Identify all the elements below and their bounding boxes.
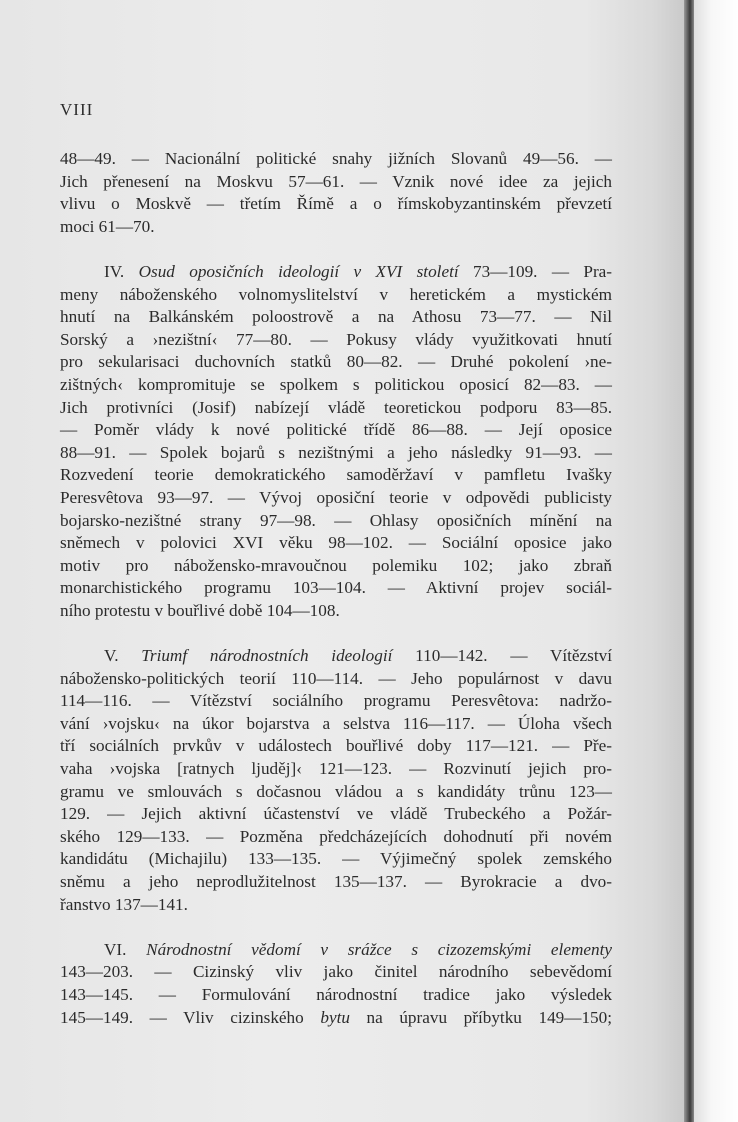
chapter-heading-line [60, 645, 612, 668]
italic-word: bytu [320, 1007, 350, 1027]
text-line: gramu ve smlouvách s dočasnou vládou a s kandidáty trůnu 123— [60, 781, 612, 801]
text-line: Jich přenesení na Moskvu 57—61. — Vznik nové idee za jejich [60, 171, 612, 191]
text-line: Sorský a ›nezištní‹ 77—80. — Pokusy vlády využitkovati hnutí [60, 329, 612, 349]
text-line: Jich protivníci (Josif) nabízejí vládě teoretickou podporu 83—85. [60, 397, 612, 417]
text-line: vání ›vojsku‹ na úkor bojarstva a selstva 116—117. — Úloha všech [60, 713, 612, 733]
text-line: monarchistického programu 103—104. — Aktivní projev sociál- [60, 578, 612, 598]
text-line: Peresvêtova 93—97. — Vývoj oposiční teorie v odpovědi publicisty [60, 487, 612, 507]
text-line: nábožensko-politických teorií 110—114. — Jeho populárnost v davu [60, 668, 612, 688]
text-line: sněmu a jeho neprodlužitelnost 135—137. — Byrokracie a dvo- [60, 872, 612, 891]
chapter-number: V. [104, 646, 119, 666]
adjacent-page-edge [694, 0, 738, 1122]
text-line: pro sekularisaci duchovních statků 80—82. — Druhé pokolení ›ne- [60, 352, 612, 372]
chapter-title: Národnostní vědomí v srážce s cizozemskými elementy [146, 939, 612, 959]
text-line: Rozvedení teorie demokratického samoděržaví v pamfletu Ivašky [60, 465, 612, 485]
text-line: 88—91. — Spolek bojarů s nezištnými a jeho následky 91—93. — [60, 442, 612, 462]
text-line: hnutí na Balkánském poloostrově a na Athosu 73—77. — Nil [60, 307, 612, 327]
text-line: vaha ›vojska [ratnych ljuděj]‹ 121—123. — Rozvinutí jejich pro- [60, 759, 612, 779]
text-line: motiv pro nábožensko-mravoučnou polemiku 102; jako zbraň [60, 555, 612, 575]
chapter-pages: 110—142. — Vítězství [415, 646, 613, 666]
text-line: zištných‹ kompromituje se spolkem s politickou oposicí 82—83. — [60, 374, 612, 394]
page-number: VIII [60, 100, 94, 119]
text-line: 143—145. — Formulování národnostní tradice jako výsledek [60, 984, 612, 1004]
text-line: bojarsko-nezištné strany 97—98. — Ohlasy oposičních mínění na [60, 510, 612, 530]
paragraph-continuation [60, 148, 612, 238]
text-line: 114—116. — Vítězství sociálního programu Peresvêtova: nadržo- [60, 691, 612, 711]
text-line: 143—203. — Cizinský vliv jako činitel národního sebevědomí [60, 962, 612, 982]
chapter-iv-summary [60, 261, 612, 623]
text-line: tří sociálních prvkův v událostech bouřlivé doby 117—121. — Pře- [60, 736, 612, 756]
text-line: řanstvo 137—141. [60, 894, 188, 914]
page-binding-shadow [684, 0, 694, 1122]
text-line: sněmech v polovici XVI věku 98—102. — Sociální oposice jako [60, 533, 612, 553]
chapter-pages: 73—109. — Pra- [473, 261, 613, 281]
chapter-number: IV. [104, 261, 125, 281]
text-line: moci 61—70. [60, 216, 155, 236]
chapter-title: Osud oposičních ideologií v XVI století [138, 261, 459, 281]
table-of-contents-text [60, 148, 612, 1029]
text-line: kandidátu (Michajilu) 133—135. — Výjimečný spolek zemského [60, 849, 612, 869]
text-line: 48—49. — Nacionální politické snahy jižních Slovanů 49—56. — [60, 149, 612, 168]
text-line: vlivu o Moskvě — třetím Římě a o římskobyzantinském převzetí [60, 194, 612, 214]
chapter-title: Triumf národnostních ideologií [141, 646, 393, 666]
text-line: ního protestu v bouřlivé době 104—108. [60, 600, 340, 620]
chapter-v-summary [60, 645, 612, 916]
text-line: ského 129—133. — Pozměna předcházejících dohodnutí při novém [60, 826, 612, 846]
chapter-number: VI. [104, 939, 127, 959]
chapter-heading-line [60, 939, 612, 962]
chapter-heading-line [60, 261, 612, 284]
text-line: meny náboženského volnomyslitelství v heretickém a mystickém [60, 284, 612, 304]
text-line: — Poměr vlády k nové politické třídě 86—88. — Její oposice [60, 420, 612, 440]
chapter-vi-summary [60, 939, 612, 1029]
text-line: 145—149. — Vliv cizinského bytu na úpravu příbytku 149—150; [60, 1007, 613, 1027]
text-line: 129. — Jejich aktivní účastenství ve vládě Trubeckého a Požár- [60, 804, 612, 824]
